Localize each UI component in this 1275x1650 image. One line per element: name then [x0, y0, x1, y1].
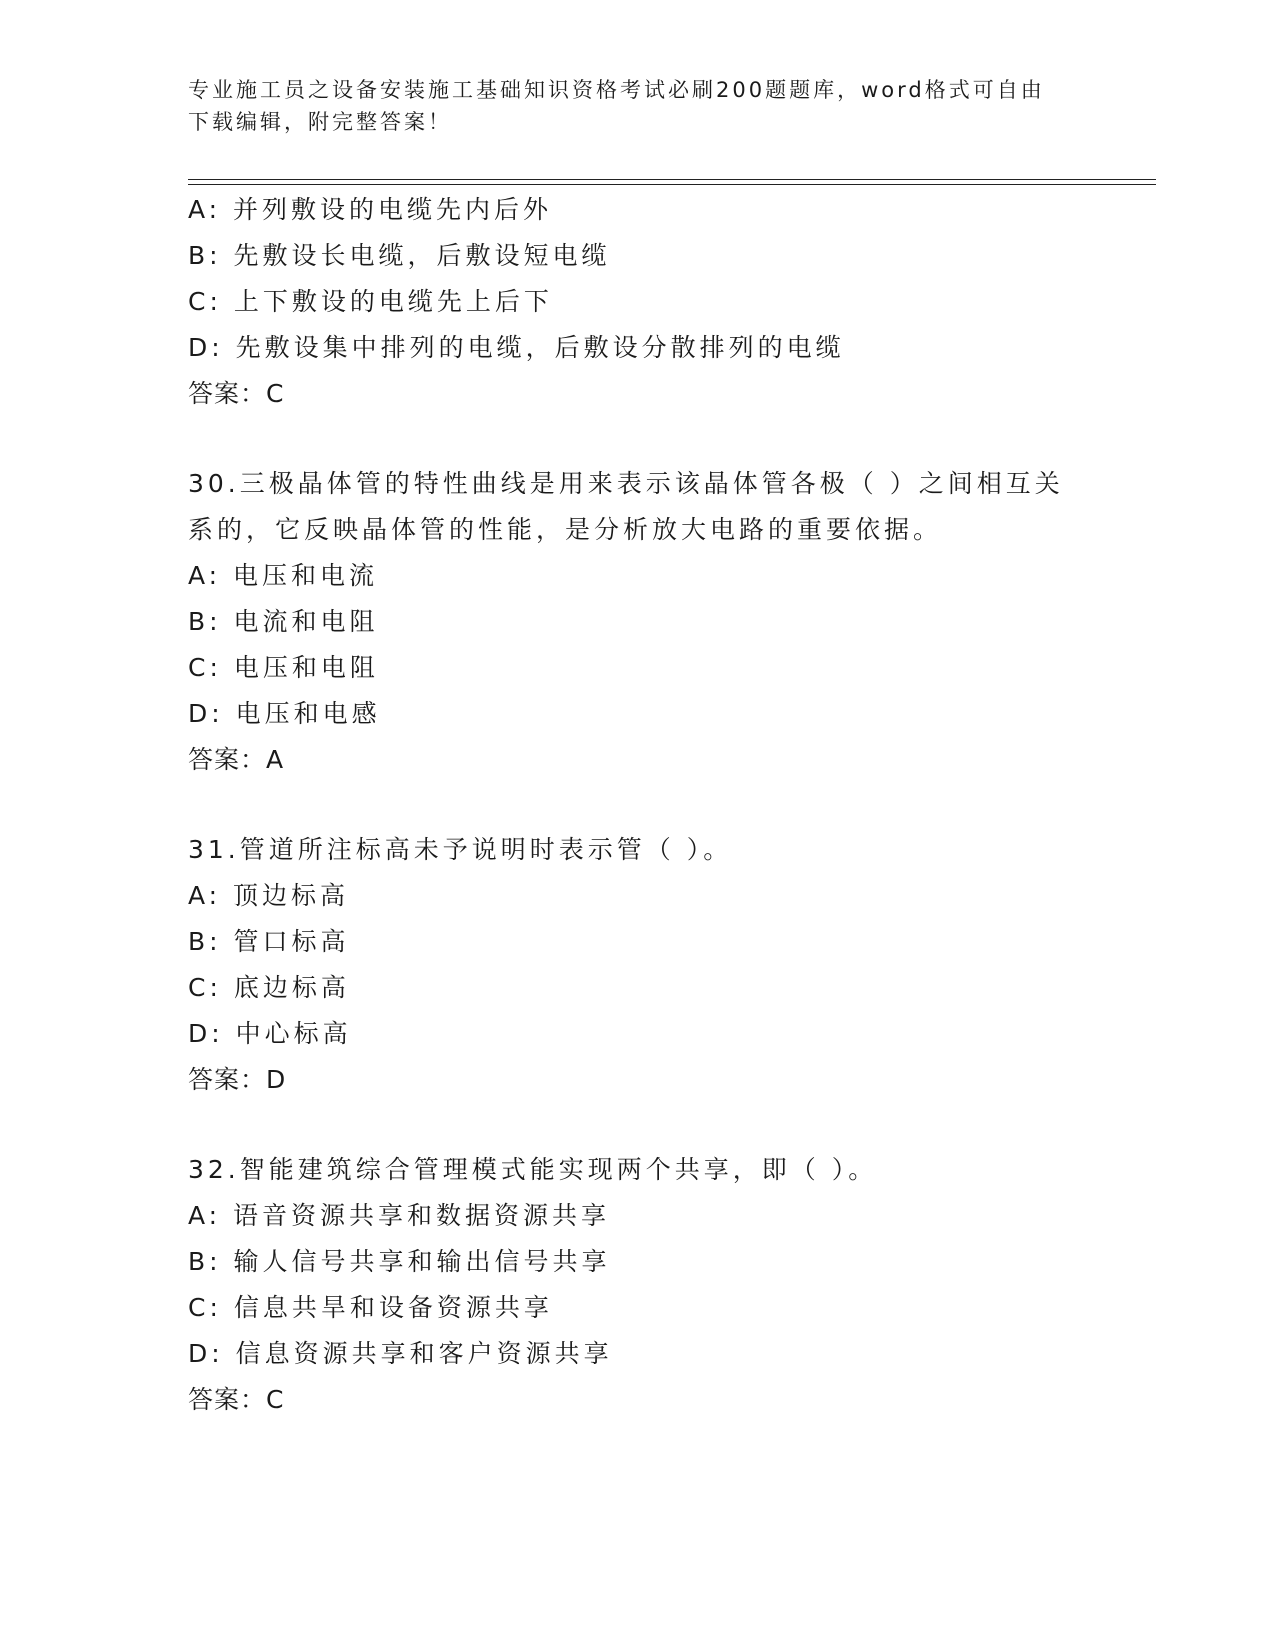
option-a: A: 电压和电流 — [188, 561, 379, 590]
question-block-31 — [188, 827, 1088, 1103]
option-b: B: 输人信号共享和输出信号共享 — [188, 1247, 611, 1276]
answer-label: 答案： — [188, 1065, 267, 1094]
header-line-1: 专业施工员之设备安装施工基础知识资格考试必刷200题题库，word格式可自由 — [188, 78, 1045, 102]
option-d: D: 电压和电感 — [188, 699, 381, 728]
document-header — [188, 74, 1088, 138]
option-b: B: 管口标高 — [188, 927, 350, 956]
question-block-continued — [188, 187, 1088, 417]
option-b: B: 先敷设长电缆，后敷设短电缆 — [188, 241, 611, 270]
answer-value: C — [266, 1385, 286, 1414]
question-stem-line: 31.管道所注标高未予说明时表示管（ ）。 — [188, 835, 733, 864]
option-a: A: 并列敷设的电缆先内后外 — [188, 195, 553, 224]
answer-line — [188, 371, 1088, 417]
answer-value: C — [266, 379, 286, 408]
option-b: B: 电流和电阻 — [188, 607, 379, 636]
option-a: A: 语音资源共享和数据资源共享 — [188, 1201, 611, 1230]
spacer — [188, 1103, 1088, 1147]
answer-line — [188, 1377, 1088, 1423]
option-d: D: 中心标高 — [188, 1019, 352, 1048]
question-list — [188, 187, 1088, 1423]
question-stem-line: 32.智能建筑综合管理模式能实现两个共享，即（ ）。 — [188, 1155, 878, 1184]
option-a: A: 顶边标高 — [188, 881, 350, 910]
question-block-32 — [188, 1147, 1088, 1423]
header-divider-bottom — [188, 184, 1156, 185]
spacer — [188, 783, 1088, 827]
question-block-30 — [188, 461, 1088, 783]
option-d: D: 先敷设集中排列的电缆，后敷设分散排列的电缆 — [188, 333, 845, 362]
answer-value: D — [266, 1065, 288, 1094]
answer-value: A — [266, 745, 286, 774]
answer-line — [188, 1057, 1088, 1103]
spacer — [188, 417, 1088, 461]
answer-label: 答案： — [188, 379, 267, 408]
option-c: C: 底边标高 — [188, 973, 350, 1002]
answer-label: 答案： — [188, 1385, 267, 1414]
answer-label: 答案： — [188, 745, 267, 774]
option-c: C: 信息共旱和设备资源共享 — [188, 1293, 553, 1322]
answer-line — [188, 737, 1088, 783]
question-stem-line: 系的，它反映晶体管的性能，是分析放大电路的重要依据。 — [188, 515, 943, 544]
option-c: C: 电压和电阻 — [188, 653, 379, 682]
question-stem-line: 30.三极晶体管的特性曲线是用来表示该晶体管各极（ ）之间相互关 — [188, 469, 1064, 498]
header-line-2: 下载编辑，附完整答案！ — [188, 110, 452, 134]
header-divider-top — [188, 179, 1156, 180]
option-d: D: 信息资源共享和客户资源共享 — [188, 1339, 613, 1368]
option-c: C: 上下敷设的电缆先上后下 — [188, 287, 553, 316]
